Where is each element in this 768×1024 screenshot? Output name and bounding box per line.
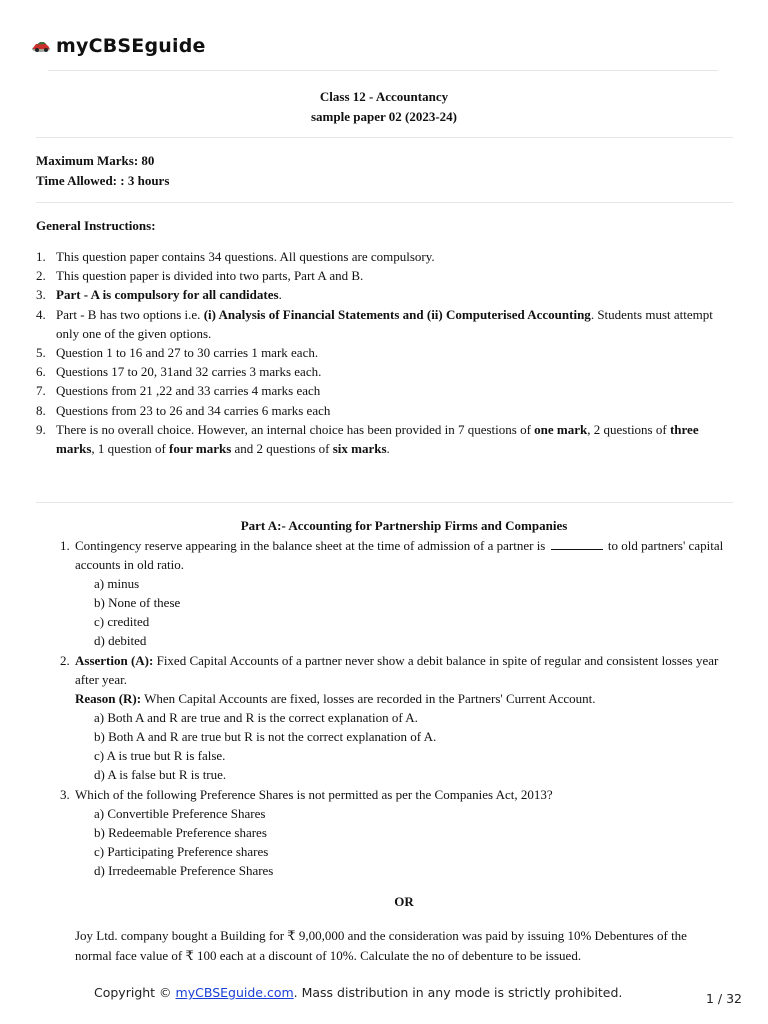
list-item: 4. Part - B has two options i.e. (i) Analysis of Financial Statements and (ii) Computerised Accounting. Students must attempt only one of the given options. [36, 306, 713, 341]
option: c) credited [94, 614, 150, 629]
car-logo-icon [30, 38, 52, 54]
divider [36, 502, 733, 503]
option: a) Convertible Preference Shares [94, 806, 266, 821]
class-title: Class 12 - Accountancy [319, 89, 449, 104]
list-item: 2. This question paper is divided into two parts, Part A and B. [36, 268, 364, 284]
list-item: 7. Questions from 21 ,22 and 33 carries 4 marks each [36, 383, 321, 399]
list-item: 9. There is no overall choice. However, an internal choice has been provided in 7 questions of one mark, 2 questions of three marks, 1 question of four marks and 2 questions of six marks. [36, 421, 699, 457]
option: b) Redeemable Preference shares [94, 825, 267, 840]
option: d) Irredeemable Preference Shares [94, 863, 274, 878]
divider [36, 137, 733, 138]
instructions-list [36, 247, 732, 458]
question-1: 1. Contingency reserve appearing in the balance sheet at the time of admission of a partner is to old partners' capital accounts in old ratio. [60, 538, 724, 573]
question-3: 3. Which of the following Preference Shares is not permitted as per the Companies Act, 2013? [60, 787, 553, 802]
part-a-title: Part A:- Accounting for Partnership Firms and Companies [240, 518, 568, 533]
divider [36, 202, 733, 203]
reason-statement: Reason (R): When Capital Accounts are fixed, losses are recorded in the Partners' Current Account. [75, 691, 596, 706]
answer-blank [551, 539, 603, 550]
list-item: 3. Part - A is compulsory for all candidates. [36, 287, 282, 303]
paper-title [0, 87, 768, 127]
option: b) Both A and R are true but R is not the correct explanation of A. [94, 729, 437, 744]
marks-block [36, 151, 169, 191]
option: b) None of these [94, 595, 181, 610]
option: a) Both A and R are true and R is the correct explanation of A. [94, 710, 418, 725]
option: a) minus [94, 576, 140, 591]
option: c) A is true but R is false. [94, 748, 226, 763]
time-allowed: Time Allowed: : 3 hours [36, 173, 170, 188]
logo-text: myCBSEguide [56, 35, 206, 57]
option: d) A is false but R is true. [94, 767, 227, 782]
footer-copyright: Copyright © myCBSEguide.com. Mass distribution in any mode is strictly prohibited. [94, 985, 623, 1000]
instructions-heading: General Instructions: [36, 218, 156, 233]
paper-subtitle: sample paper 02 (2023-24) [310, 109, 457, 124]
page-number: 1 / 32 [705, 991, 742, 1006]
footer-link[interactable]: myCBSEguide.com [175, 985, 294, 1000]
alternate-question: Joy Ltd. company bought a Building for ₹ 9,00,000 and the consideration was paid by issuing 10% Debentures of the normal face value of ₹ 100 each at a discount of 10%. Calculate the no of debenture to be issued. [75, 928, 687, 963]
max-marks: Maximum Marks: 80 [36, 153, 155, 168]
option: c) Participating Preference shares [94, 844, 269, 859]
site-logo[interactable] [30, 33, 206, 59]
option: d) debited [94, 633, 147, 648]
list-item: 6. Questions 17 to 20, 31and 32 carries 3 marks each. [36, 364, 322, 380]
question-2: 2. Assertion (A): Fixed Capital Accounts of a partner never show a debit balance in spite of regular and consistent losses year after year. [60, 653, 719, 688]
list-item: 8. Questions from 23 to 26 and 34 carries 6 marks each [36, 402, 331, 418]
or-separator: OR [394, 894, 414, 909]
list-item: 1. This question paper contains 34 questions. All questions are compulsory. [36, 249, 435, 264]
list-item: 5. Question 1 to 16 and 27 to 30 carries 1 mark each. [36, 345, 319, 361]
header-divider [48, 70, 718, 71]
